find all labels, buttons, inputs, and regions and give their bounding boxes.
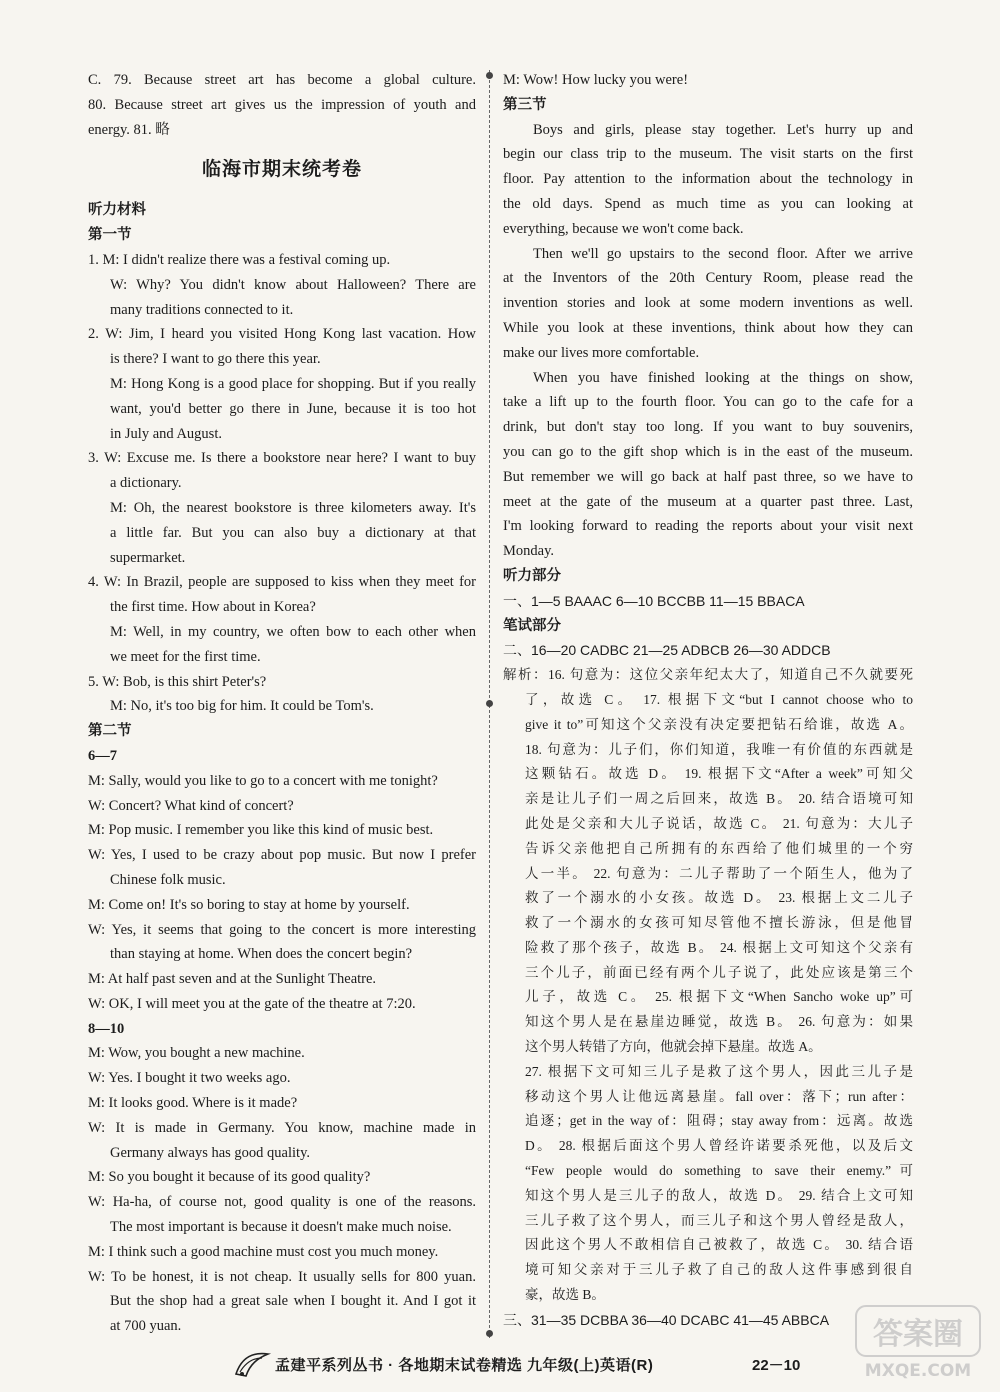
left-column-line: a dictionary. (110, 475, 182, 492)
left-column-line: M: Hong Kong is a good place for shopping. But if you really (110, 375, 476, 392)
right-column-line: M: Wow! How lucky you were! (503, 72, 689, 88)
left-column-line: C. 79. Because street art has become a global culture. (88, 72, 476, 88)
right-column-line: 救了一个溺水的小女孩。故选 D。 23. 根据上文二儿子 (525, 890, 913, 906)
right-column-line: the old days. Spend as much time as you can looking at (503, 195, 913, 212)
left-column-line: W: To be honest, it is not cheap. It usually sells for 800 yuan. (88, 1268, 476, 1285)
right-column-line: D。 28. 根据后面这个男人曾经许诺要杀死他，以及后文 (525, 1138, 913, 1154)
left-column-line: Germany always has good quality. (110, 1144, 310, 1161)
right-column-line: you can go to the gift shop which is in the east of the museum. (503, 443, 913, 460)
right-column-line: everything, because we won't come back. (503, 220, 744, 237)
left-column-line: W: Concert? What kind of concert? (88, 797, 294, 814)
right-column-line: 了，故选 C。 17. 根据下文“but I cannot choose who to (525, 691, 913, 707)
right-column-line: When you have finished looking at the things on show, (533, 369, 913, 386)
left-column-line: 临海市期末统考卷 (201, 159, 362, 181)
left-column-line: than staying at home. When does the concert begin? (110, 946, 413, 963)
left-column-line: 3. W: Excuse me. Is there a bookstore near here? I want to buy (88, 450, 476, 467)
left-column-line: But the shop had a great sale when I bought it. And I got it (110, 1293, 476, 1310)
left-column-line: W: OK, I will meet you at the gate of the theatre at 7:20. (88, 995, 416, 1012)
right-column-line: 移动这个男人让他远离悬崖。fall over：落下；run after： (525, 1088, 913, 1104)
right-column-line: 这个男人转错了方向，他就会掉下悬崖。故选 A。 (525, 1039, 822, 1055)
watermark-cn: 答案圈 (873, 1317, 963, 1352)
left-column-line: M: Well, in my country, we often bow to each other when (110, 623, 476, 640)
divider-dot (486, 700, 493, 707)
publisher-logo-icon (232, 1348, 272, 1380)
left-column-line: W: It is made in Germany. You know, machine made in (88, 1119, 476, 1136)
right-column-line: While you look at these inventions, think about how they can (503, 319, 913, 336)
right-column-line: 27. 根据下文可知三儿子是救了这个男人，因此三儿子是 (525, 1063, 913, 1079)
left-column-line: M: Come on! It's so boring to stay at home by yourself. (88, 896, 410, 913)
right-column-line: 听力部分 (503, 567, 561, 584)
right-column-line: drink, but don't stay too long. If you want to buy souvenirs, (503, 419, 913, 436)
right-column-line: invention stories and look at some modern inventions as well. (503, 295, 913, 312)
left-column-line: M: Sally, would you like to go to a concert with me tonight? (88, 772, 438, 789)
right-column-line: 18. 句意为：儿子们，你们知道，我唯一有价值的东西就是 (525, 741, 913, 757)
right-column-line: 知这个男人是三儿子的敌人，故选 D。 29. 结合上文可知 (525, 1187, 913, 1203)
right-column-line: 第三节 (503, 96, 547, 113)
left-column-line: W: Yes, I used to be crazy about pop music. But now I prefer (88, 847, 476, 864)
right-column-line: 救了一个溺水的女孩可知尽管他不擅长游泳，但是他冒 (525, 915, 913, 931)
left-column-line: M: It looks good. Where is it made? (88, 1095, 298, 1112)
right-column-line: 解析：16. 句意为：这位父亲年纪太大了，知道自己不久就要死 (503, 667, 913, 683)
right-column-line: 儿子，故选 C。 25. 根据下文“When Sancho woke up”可 (525, 989, 913, 1005)
right-column-line: 亲是让儿子们一周之后回来，故选 B。 20. 结合语境可知 (525, 791, 913, 807)
right-column-line: 告诉父亲他把自己所拥有的东西给了他们城里的一个穷 (525, 840, 913, 856)
left-column-line: Chinese folk music. (110, 871, 226, 888)
left-column-line: want, you'd better go there in June, because it is too hot (110, 400, 476, 417)
right-column (503, 68, 913, 1333)
watermark-en: MXQE.COM (864, 1361, 972, 1381)
right-column-line: Then we'll go upstairs to the second floor. After we arrive (533, 245, 913, 262)
left-column-line: at 700 yuan. (110, 1318, 182, 1335)
left-column-line: 8—10 (88, 1020, 125, 1037)
right-column-line: 境可知父亲对于三儿子救了自己的敌人这件事感到很自 (525, 1262, 913, 1278)
right-column-line: 三个儿子，前面已经有两个儿子说了，此处应该是第三个 (525, 964, 913, 980)
left-column-line: 1. M: I didn't realize there was a festival coming up. (88, 251, 391, 268)
left-column-line: a little far. But you can also buy a dictionary at that (110, 524, 476, 541)
right-column-line: Monday. (503, 543, 555, 560)
right-column-line: 三儿子救了这个男人，而三儿子和这个男人曾经是敌人， (525, 1212, 913, 1228)
left-column-line: in July and August. (110, 425, 222, 442)
right-column-line: 豪，故选 B。 (525, 1287, 605, 1303)
left-column-line: 4. W: In Brazil, people are supposed to kiss when they meet for (88, 574, 476, 591)
right-column-line: 险救了那个孩子，故选 B。 24. 根据上文可知这个父亲有 (525, 939, 913, 955)
left-column-line: M: At half past seven and at the Sunlight Theatre. (88, 971, 377, 988)
right-column-line: 因此这个男人不敢相信自己被救了，故选 C。 30. 结合语 (525, 1237, 913, 1253)
left-column-line: M: No, it's too big for him. It could be Tom's. (110, 698, 374, 715)
watermark-logo (848, 1300, 988, 1386)
right-column-line: make our lives more comfortable. (503, 344, 700, 361)
right-column-line: But remember we will go back at half past three, so we have to (503, 468, 913, 485)
left-column-line: the first time. How about in Korea? (110, 599, 316, 616)
left-column-line: W: Yes. I bought it two weeks ago. (88, 1070, 291, 1087)
left-column-line: M: Pop music. I remember you like this kind of music best. (88, 822, 434, 839)
left-column-line: 第一节 (88, 227, 132, 244)
left-column-line: 第二节 (88, 723, 132, 740)
left-column-line: M: So you bought it because of its good quality? (88, 1169, 371, 1186)
left-column-line: W: Why? You didn't know about Halloween? There are (110, 276, 476, 293)
right-column-line: give it to”可知这个父亲没有决定要把钻石给谁，故选 A。 (525, 716, 913, 732)
footer-series-title: 孟建平系列丛书 · 各地期末试卷精选 九年级(上)英语(R) (275, 1357, 654, 1374)
left-column-line: W: Ha-ha, of course not, good quality is one of the reasons. (88, 1194, 476, 1211)
divider-dot (486, 72, 493, 79)
right-column-line: meet at the gate of the museum at a quarter past three. Last, (503, 493, 913, 510)
left-column-line: M: I think such a good machine must cost you much money. (88, 1243, 439, 1260)
left-column (88, 68, 476, 1339)
right-column-line: 二、16—20 CADBC 21—25 ADBCB 26—30 ADDCB (503, 642, 831, 659)
right-column-line: 这颗钻石。故选 D。 19. 根据下文“After a week”可知父 (525, 766, 913, 782)
right-column-line: 笔试部分 (503, 617, 561, 634)
left-column-line: energy. 81. 略 (88, 121, 170, 138)
right-column-line: begin our class trip to the museum. The visit starts on the first (503, 146, 913, 163)
left-column-line: M: Oh, the nearest bookstore is three kilometers away. It's (110, 499, 476, 516)
right-column-line: take a lift up to the fourth floor. You can go to the cafe for a (503, 394, 913, 411)
right-column-line: I'm looking forward to reading the reports about your visit next (503, 518, 913, 535)
right-column-line: 追逐；get in the way of：阻碍；stay away from：远离。故选 (525, 1113, 913, 1129)
left-column-line: is there? I want to go there this year. (110, 351, 321, 368)
right-column-line: 知这个男人是在悬崖边睡觉，故选 B。 26. 句意为：如果 (525, 1014, 913, 1030)
page-number: 22－10 (752, 1357, 801, 1374)
divider-dot (486, 1330, 493, 1337)
right-column-line: 一、1—5 BAAAC 6—10 BCCBB 11—15 BBACA (503, 592, 805, 609)
left-column-line: 听力材料 (88, 202, 146, 219)
right-column-line: floor. Pay attention to the information about the technology in (503, 171, 913, 188)
right-column-line: 三、31—35 DCBBA 36—40 DCABC 41—45 ABBCA (503, 1311, 830, 1328)
left-column-line: supermarket. (110, 549, 186, 566)
left-column-line: 6—7 (88, 747, 117, 764)
right-column-line: 此处是父亲和大儿子说话，故选 C。 21. 句意为：大儿子 (525, 815, 913, 831)
left-column-line: 2. W: Jim, I heard you visited Hong Kong last vacation. How (88, 326, 476, 343)
left-column-line: M: Wow, you bought a new machine. (88, 1045, 305, 1062)
left-column-line: many traditions connected to it. (110, 301, 294, 318)
left-column-line: 80. Because street art gives us the impression of youth and (88, 96, 476, 113)
right-column-line: at the Inventors of the 20th Century Room, please read the (503, 270, 913, 287)
left-column-line: The most important is because it doesn't make much noise. (110, 1219, 452, 1236)
left-column-line: W: Yes, it seems that going to the concert is more interesting (88, 921, 476, 938)
right-column-line: “Few people would do something to save their enemy.”可 (525, 1163, 913, 1179)
right-column-line: 人一半。 22. 句意为：二儿子帮助了一个陌生人，他为了 (525, 865, 913, 881)
left-column-line: 5. W: Bob, is this shirt Peter's? (88, 673, 267, 690)
right-column-line: Boys and girls, please stay together. Let's hurry up and (533, 121, 913, 138)
left-column-line: we meet for the first time. (110, 648, 261, 665)
